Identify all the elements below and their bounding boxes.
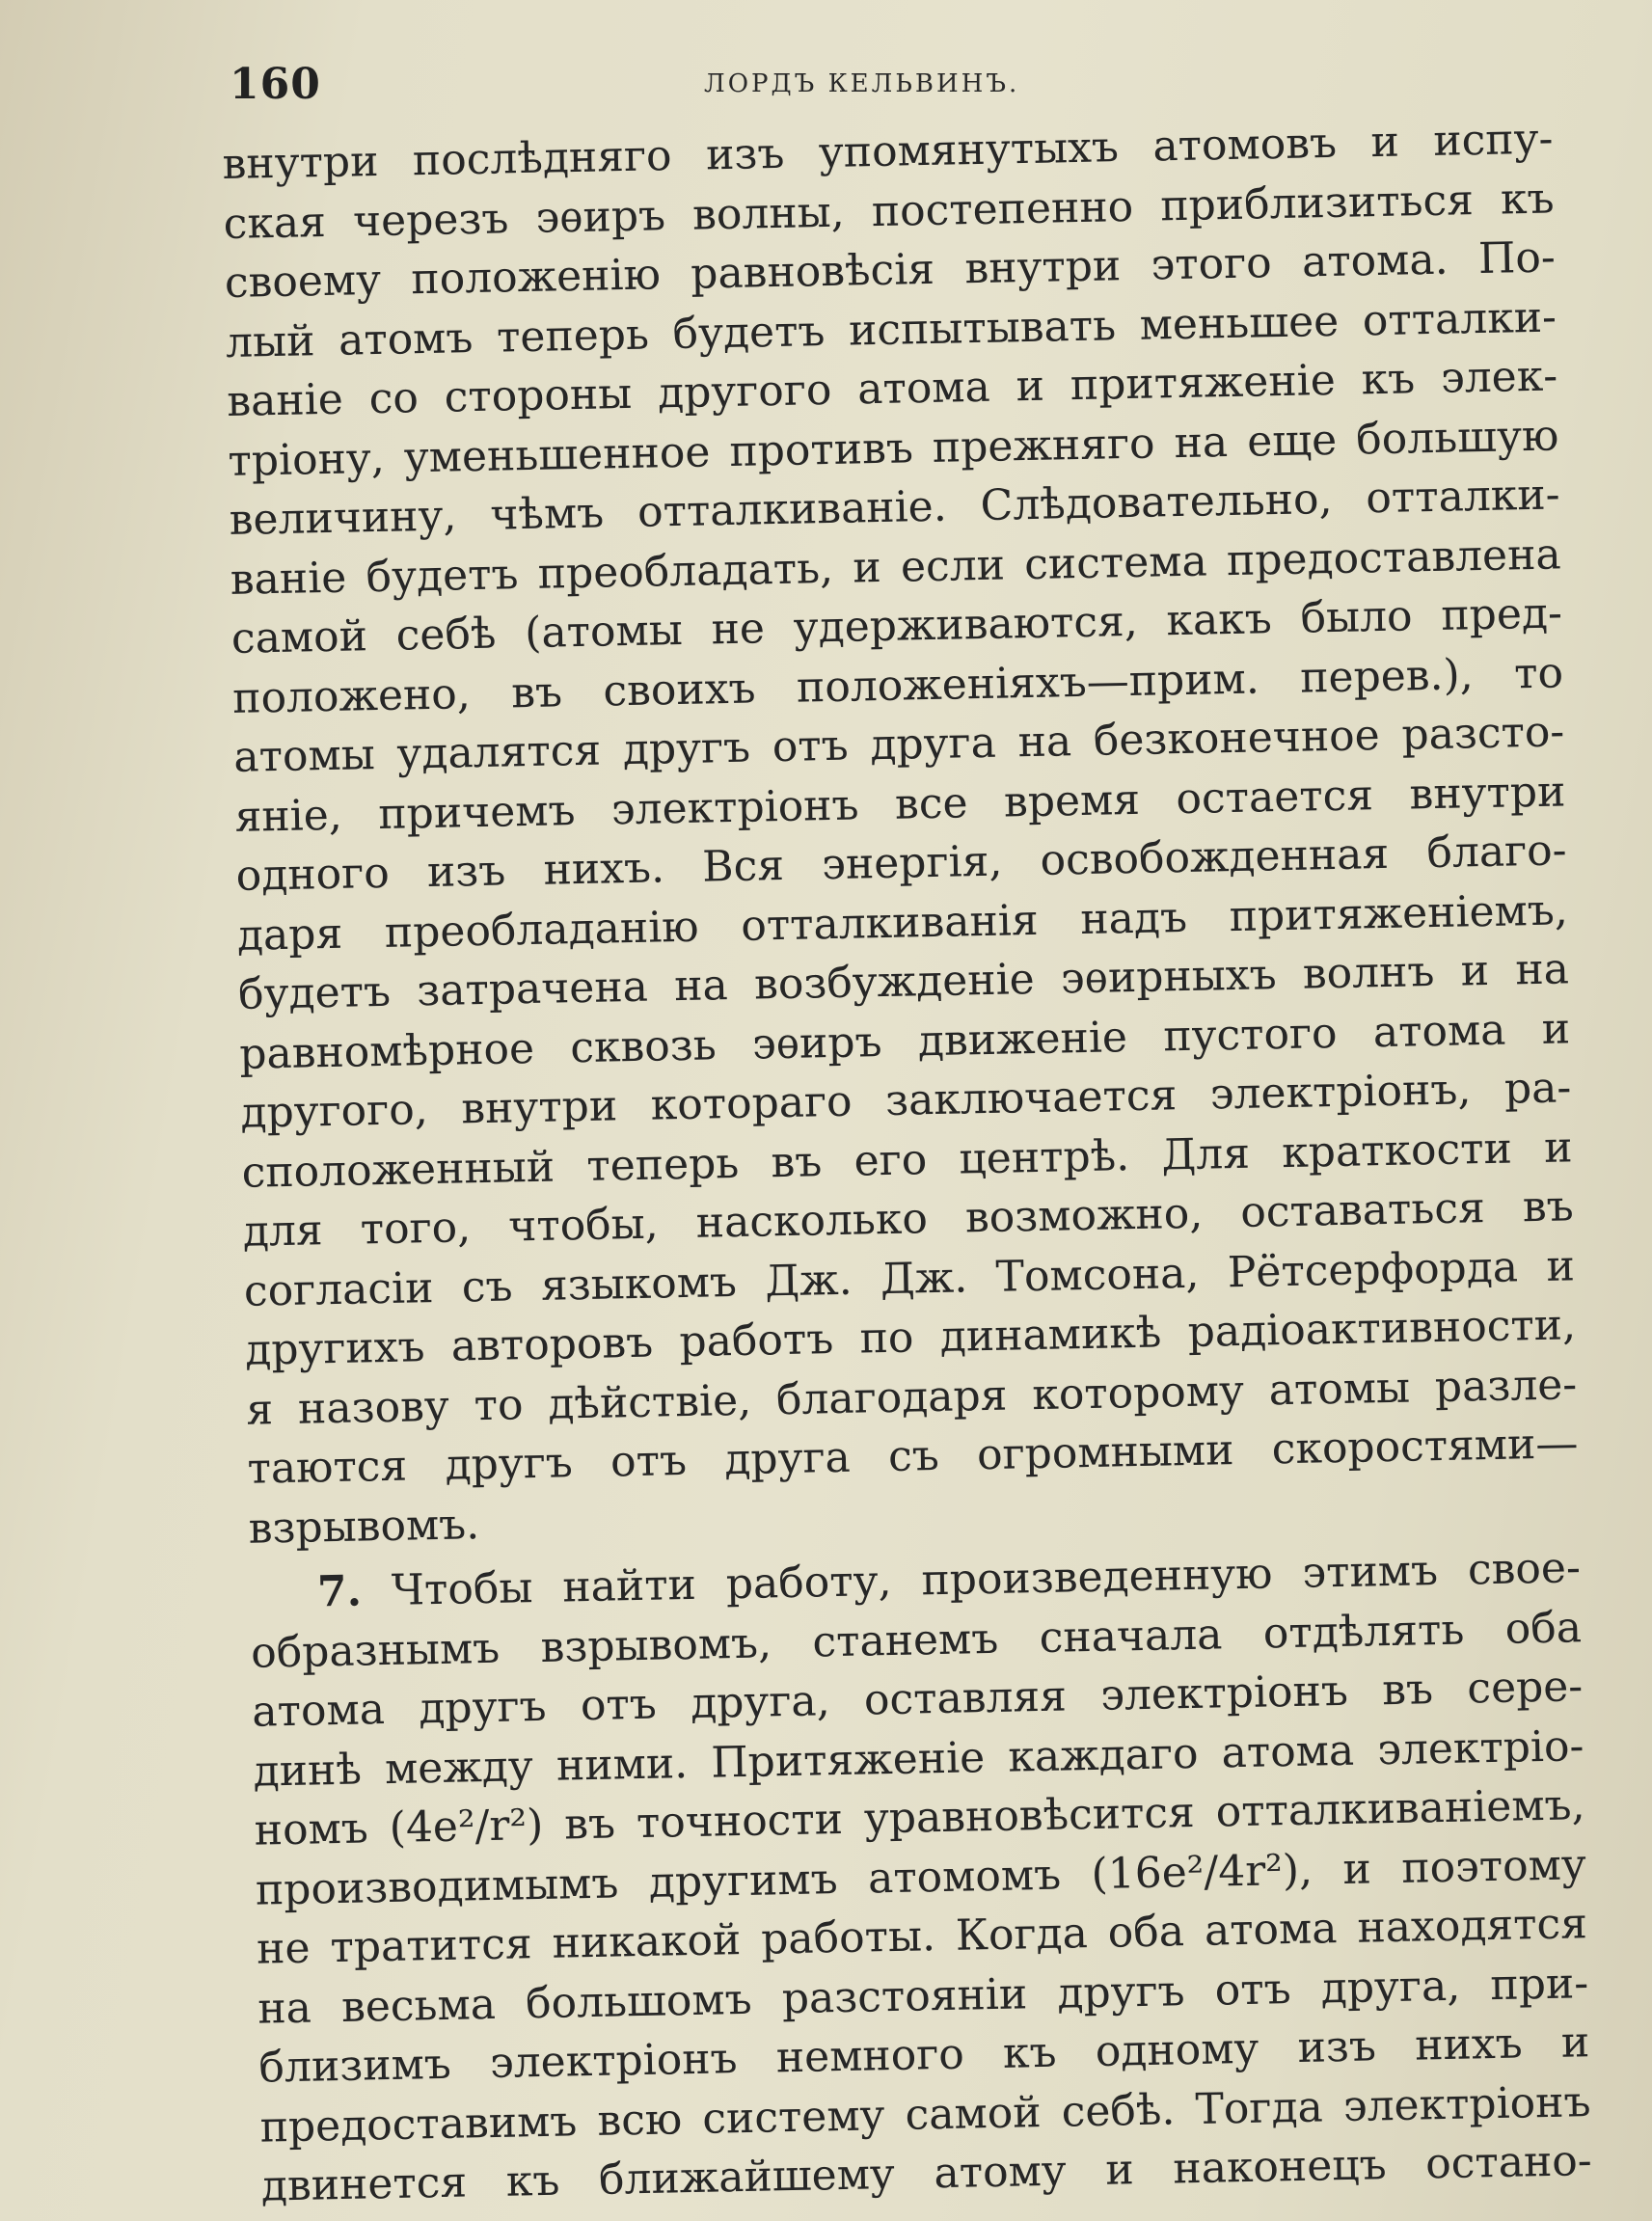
text-line: будетъ затрачена на возбужденіе эѳирныхъ волнъ и на — [237, 944, 1570, 1019]
text-line: одного изъ нихъ. Вся энергія, освобожденная благо- — [235, 826, 1567, 901]
text-line: номъ (4e²/r²) въ точности уравновѣсится отталкиваніемъ, — [254, 1780, 1585, 1855]
text-line: лый атомъ теперь будетъ испытывать меньшее отталки- — [225, 291, 1557, 367]
text-line: яніе, причемъ электріонъ все время остается внутри — [234, 766, 1566, 842]
text-line: другого, внутри котораго заключается электріонъ, ра- — [239, 1063, 1572, 1138]
text-line: ваніе со стороны другого атома и притяженіе къ элек- — [226, 351, 1558, 426]
running-title: ЛОРДЪ КЕЛЬВИНЪ. — [704, 69, 1020, 98]
text-line: близимъ электріонъ немного къ одному изъ нихъ и — [257, 2018, 1590, 2093]
text-line: внутри послѣдняго изъ упомянутыхъ атомовъ и испу- — [222, 114, 1554, 189]
text-line: предоставимъ всю систему самой себѣ. Тогда электріонъ — [259, 2076, 1591, 2153]
section-number: 7. — [316, 1566, 363, 1617]
text-line: другихъ авторовъ работъ по динамикѣ радіоактивности, — [244, 1300, 1577, 1375]
text-line: самой себѣ (атомы не удерживаются, какъ было пред- — [230, 588, 1563, 664]
text-line: атомы удалятся другъ отъ друга на безконечное разсто- — [232, 707, 1565, 782]
text-line: положено, въ своихъ положеніяхъ—прим. перев.), то — [231, 647, 1564, 723]
paragraph-2 — [249, 1538, 1592, 2216]
text-line: равномѣрное сквозь эѳиръ движеніе пустого атома и — [238, 1003, 1571, 1079]
section-first-line-text: Чтобы найти работу, произведенную этимъ свое- — [391, 1543, 1582, 1615]
text-line: атома другъ отъ друга, оставляя электріонъ въ сере- — [251, 1662, 1584, 1737]
text-line: даря преобладанію отталкиванія надъ притяженіемъ, — [236, 884, 1569, 961]
text-line: взрывомъ. — [248, 1499, 480, 1554]
text-line: для того, чтобы, насколько возможно, оставаться въ — [242, 1181, 1575, 1257]
text-line: величину, чѣмъ отталкиваніе. Слѣдовательно, отталки- — [229, 470, 1560, 545]
text-line: таются другъ отъ друга съ огромными скоростями— — [247, 1419, 1579, 1494]
page-number: 160 — [230, 60, 321, 109]
text-line: образнымъ взрывомъ, станемъ сначала отдѣлять оба — [250, 1602, 1583, 1678]
text-line: ская черезъ эѳиръ волны, постепенно приблизиться къ — [223, 173, 1556, 249]
text-line: производимымъ другимъ атомомъ (16e²/4r²), и поэтому — [255, 1839, 1587, 1915]
text-line: я назову то дѣйствіе, благодаря которому атомы разле- — [245, 1359, 1578, 1435]
text-line: согласіи съ языкомъ Дж. Дж. Томсона, Рётсерфорда и — [243, 1240, 1576, 1316]
text-line: своему положенію равновѣсія внутри этого атома. По- — [224, 232, 1557, 308]
body-text — [222, 110, 1592, 2217]
text-line: динѣ между ними. Притяженіе каждаго атома электріо- — [253, 1720, 1584, 1797]
text-line: тріону, уменьшенное противъ прежняго на еще большую — [227, 410, 1559, 486]
text-line: не тратится никакой работы. Когда оба атома находятся — [256, 1899, 1588, 1974]
paragraph-1 — [222, 110, 1580, 1558]
text-line: сположенный теперь въ его центрѣ. Для краткости и — [241, 1122, 1573, 1198]
text-line: на весьма большомъ разстояніи другъ отъ друга, при- — [257, 1958, 1589, 2034]
text-line: двинется къ ближайшему атому и наконецъ остано- — [260, 2136, 1593, 2211]
text-line: ваніе будетъ преобладать, и если система предоставлена — [230, 528, 1562, 605]
